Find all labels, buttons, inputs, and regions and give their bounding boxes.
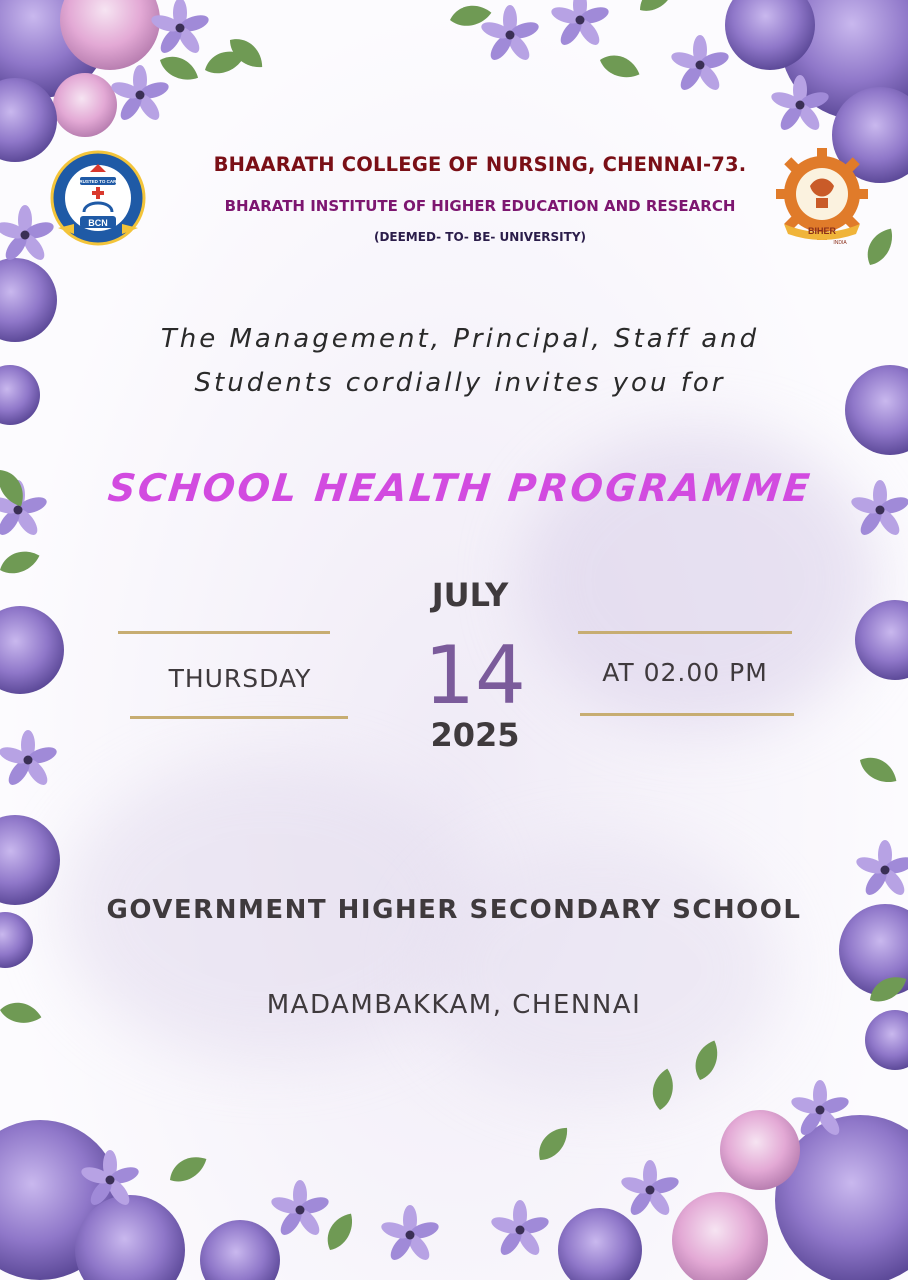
divider-rule: [580, 713, 794, 716]
event-month: JULY: [431, 576, 509, 614]
institute-name: BHARATH INSTITUTE OF HIGHER EDUCATION AND RESEARCH: [224, 197, 736, 215]
divider-rule: [578, 631, 792, 634]
event-year: 2025: [430, 716, 520, 754]
invitation-line-2: Students cordially invites you for: [194, 368, 726, 398]
venue-name: GOVERNMENT HIGHER SECONDARY SCHOOL: [106, 895, 802, 925]
divider-rule: [118, 631, 330, 634]
biher-logo-country: INDIA: [833, 240, 847, 246]
divider-rule: [130, 716, 348, 719]
biher-logo-name: BIHER: [807, 226, 837, 236]
college-name: BHAARATH COLLEGE OF NURSING, CHENNAI-73.: [213, 153, 747, 176]
bcn-logo-initials: BCN: [88, 218, 108, 228]
university-status: (DEEMED- TO- BE- UNIVERSITY): [373, 230, 587, 244]
event-title: SCHOOL HEALTH PROGRAMME: [105, 466, 815, 510]
bcn-logo-motto: TRUSTED TO CARE: [76, 179, 120, 184]
event-weekday: THURSDAY: [168, 664, 312, 693]
bcn-logo: [50, 150, 146, 250]
invitation-line-1: The Management, Principal, Staff and: [160, 324, 760, 354]
venue-location: MADAMBAKKAM, CHENNAI: [266, 990, 642, 1020]
event-time: AT 02.00 PM: [602, 658, 768, 687]
event-day: 14: [424, 629, 526, 722]
